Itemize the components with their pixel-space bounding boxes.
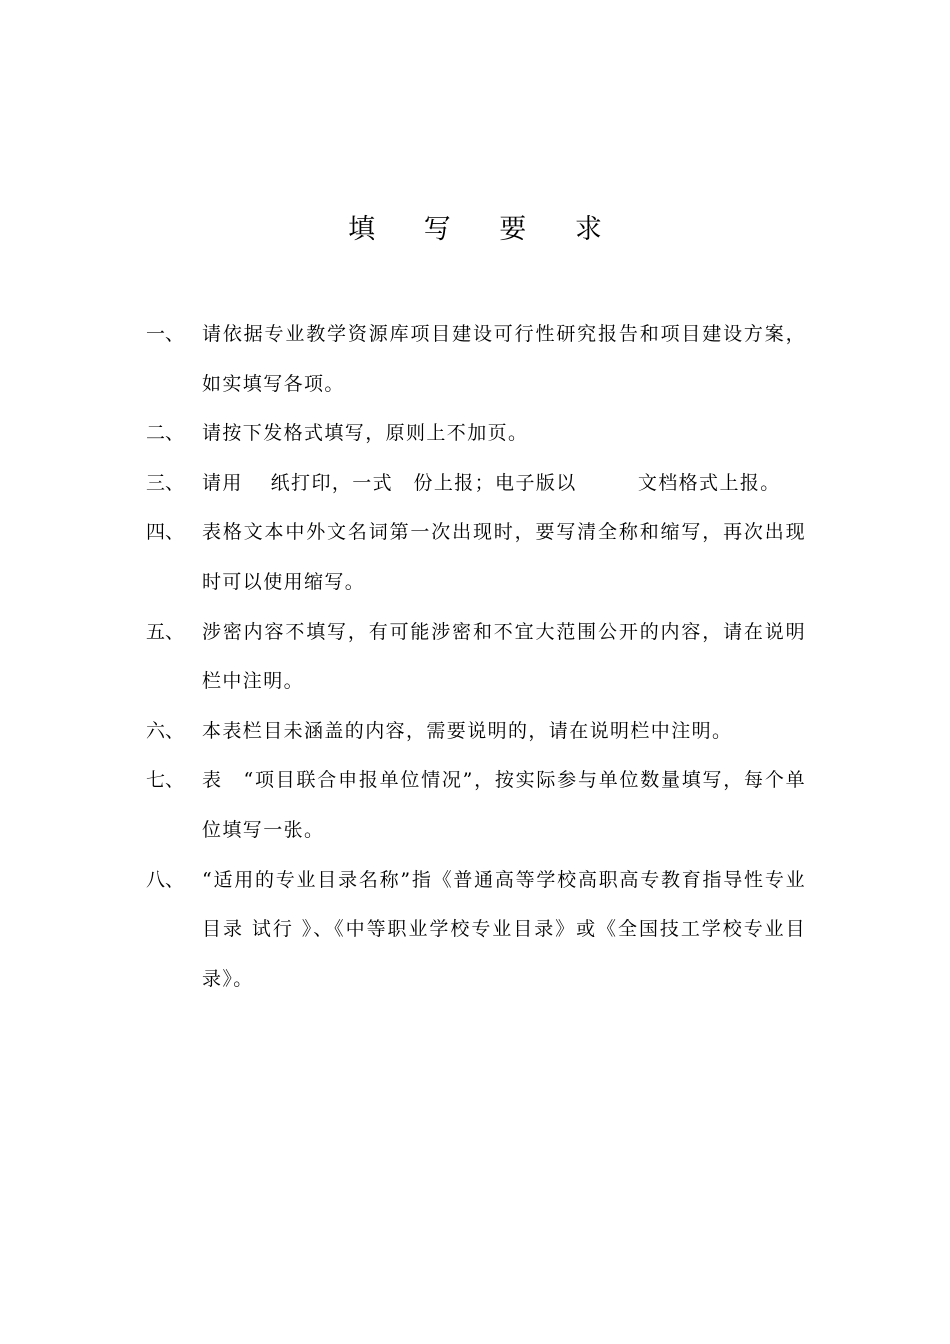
item-number: 三、	[146, 471, 185, 494]
item-number: 五、	[146, 620, 185, 643]
item-text: “适用的专业目录名称”指《普通高等学校高职高专教育指导性专业目录 试行 》、《中等职业学校专业目录》或《全国技工学校专业目录》。	[202, 868, 806, 990]
list-item	[146, 310, 806, 409]
item-number: 四、	[146, 521, 185, 544]
item-number: 一、	[146, 323, 185, 345]
item-number: 八、	[146, 868, 185, 891]
list-item	[146, 409, 806, 459]
item-text: 表 “项目联合申报单位情况”，按实际参与单位数量填写，每个单位填写一张。	[202, 769, 806, 841]
list-item	[146, 508, 806, 607]
list-item	[146, 459, 806, 509]
item-text: 本表栏目未涵盖的内容，需要说明的，请在说明栏中注明。	[202, 719, 733, 742]
item-text: 请依据专业教学资源库项目建设可行性研究报告和项目建设方案，如实填写各项。	[202, 323, 806, 395]
requirements-list	[146, 310, 806, 1004]
item-text: 表格文本中外文名词第一次出现时，要写清全称和缩写，再次出现时可以使用缩写。	[202, 521, 806, 593]
item-number: 二、	[146, 422, 185, 445]
item-number: 六、	[146, 719, 185, 742]
item-text: 请按下发格式填写，原则上不加页。	[202, 422, 529, 445]
list-item	[146, 856, 806, 1005]
list-item	[146, 608, 806, 707]
list-item	[146, 707, 806, 757]
item-text: 涉密内容不填写，有可能涉密和不宜大范围公开的内容，请在说明栏中注明。	[202, 620, 806, 693]
item-text: 请用 纸打印，一式 份上报；电子版以 文档格式上报。	[202, 471, 781, 494]
list-item	[146, 756, 806, 855]
item-number: 七、	[146, 769, 185, 792]
page-title: 填 写 要 求	[348, 214, 622, 245]
